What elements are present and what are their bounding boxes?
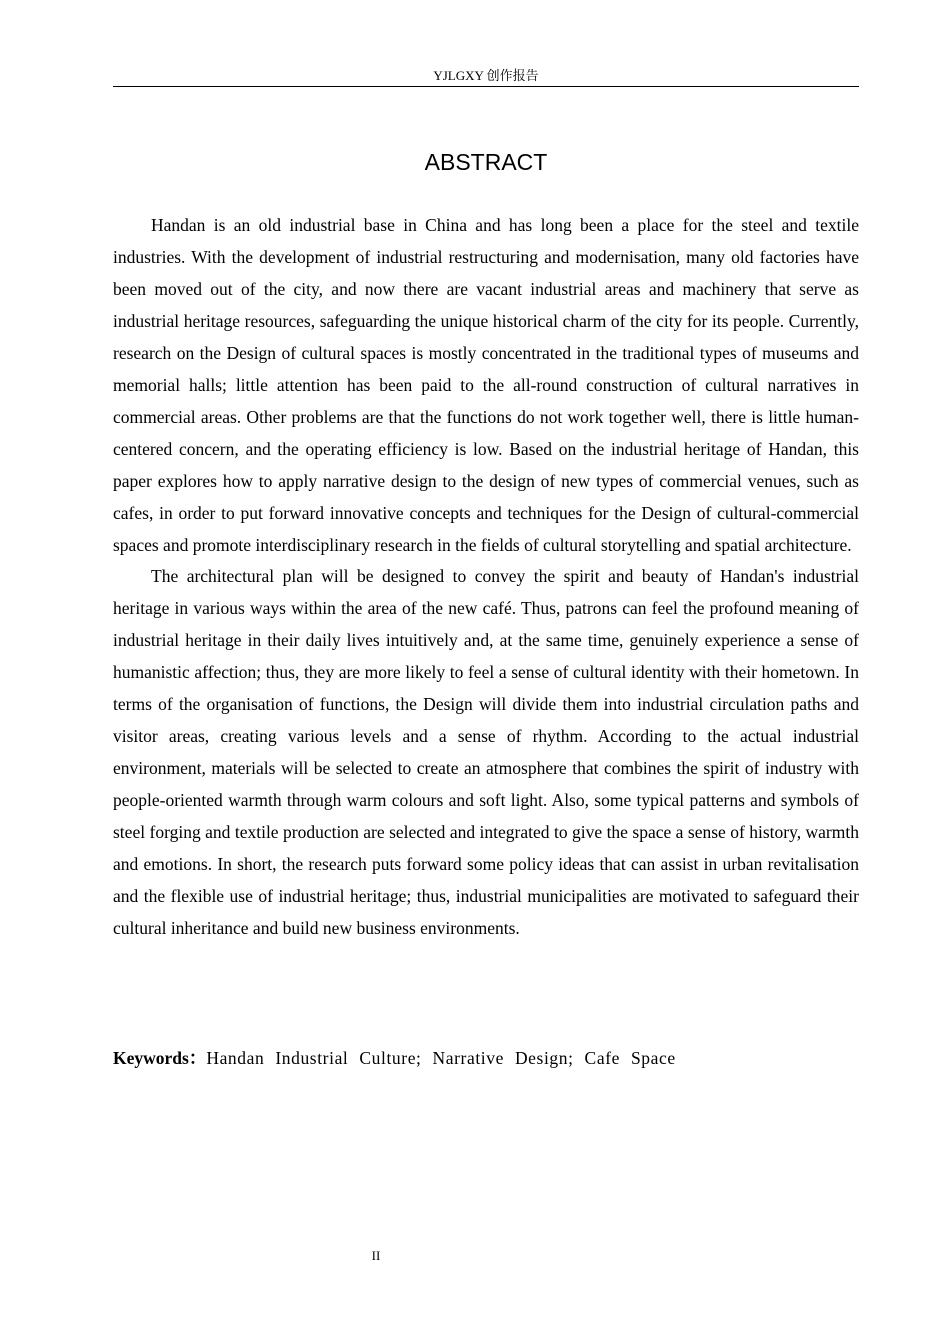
running-header: YJLGXY 创作报告 [433, 68, 539, 83]
page-title: ABSTRACT [424, 149, 548, 175]
header-divider [113, 86, 859, 87]
page-number: II [371, 1248, 381, 1263]
keywords-label: Keywords： [113, 1048, 207, 1068]
abstract-body [113, 210, 859, 945]
abstract-paragraph: Handan is an old industrial base in China and has long been a place for the steel and textile industries. With the development of industrial restructuring and modernisation, many old factories have been moved out of the city, and now there are vacant industrial areas and machinery that serve as industrial heritage resources, safeguarding the unique historical charm of the city for its people. Currently, research on the Design of cultural spaces is mostly concentrated in the traditional types of museums and memorial halls; little attention has been paid to the all-round construction of cultural narratives in commercial areas. Other problems are that the functions do not work together well, there is little human-centered concern, and the operating efficiency is low. Based on the industrial heritage of Handan, this paper explores how to apply narrative design to the design of new types of commercial venues, such as cafes, in order to put forward innovative concepts and techniques for the Design of cultural-commercial spaces and promote interdisciplinary research in the fields of cultural storytelling and spatial architecture. [113, 215, 859, 555]
keywords-values: Handan Industrial Culture; Narrative Design; Cafe Space [206, 1048, 676, 1068]
keywords-line [113, 1042, 859, 1074]
abstract-paragraph: The architectural plan will be designed to convey the spirit and beauty of Handan's industrial heritage in various ways within the area of the new café. Thus, patrons can feel the profound meaning of industrial heritage in their daily lives intuitively and, at the same time, genuinely experience a sense of humanistic affection; thus, they are more likely to feel a sense of cultural identity with their hometown. In terms of the organisation of functions, the Design will divide them into industrial circulation paths and visitor areas, creating various levels and a sense of rhythm. According to the actual industrial environment, materials will be selected to create an atmosphere that combines the spirit of industry with people-oriented warmth through warm colours and soft light. Also, some typical patterns and symbols of steel forging and textile production are selected and integrated to give the space a sense of history, warmth and emotions. In short, the research puts forward some policy ideas that can assist in urban revitalisation and the flexible use of industrial heritage; thus, industrial municipalities are motivated to safeguard their cultural inheritance and build new business environments. [113, 566, 859, 938]
